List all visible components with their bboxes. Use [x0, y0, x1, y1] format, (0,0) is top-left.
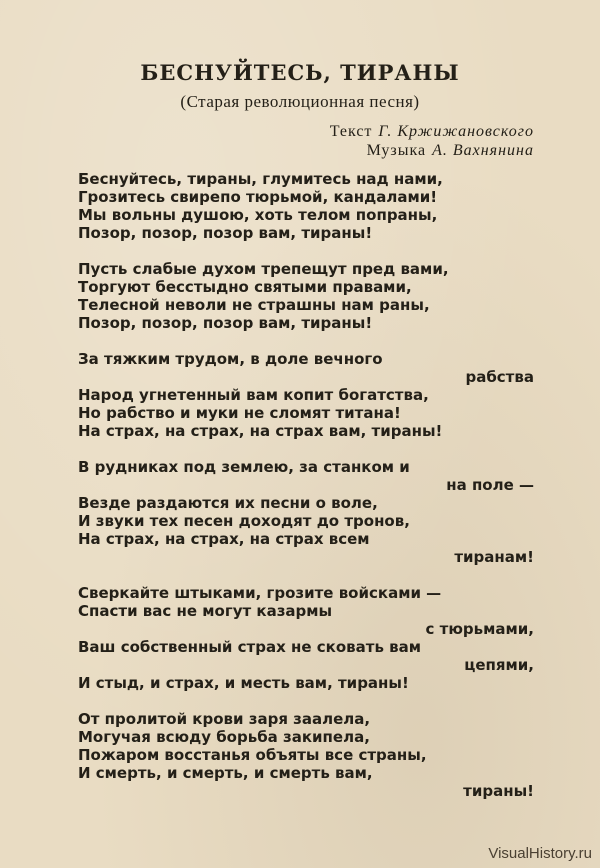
stanza	[78, 260, 538, 332]
stanza	[78, 584, 538, 692]
subtitle: (Старая революционная песня)	[180, 92, 420, 111]
poem-line: Беснуйтесь, тираны, глумитесь над нами,	[78, 170, 443, 188]
poem-line: Но рабство и муки не сломят титана!	[78, 404, 401, 422]
poem-line: Везде раздаются их песни о воле,	[78, 494, 378, 512]
lyrics-credit	[330, 122, 534, 141]
stanza	[78, 170, 538, 242]
poem-line: тиранам!	[454, 548, 534, 566]
poem-line: Народ угнетенный вам копит богатства,	[78, 386, 429, 404]
poem-line: И звуки тех песен доходят до тронов,	[78, 512, 410, 530]
poem-line: Ваш собственный страх не сковать вам	[78, 638, 422, 656]
poem-line: Позор, позор, позор вам, тираны!	[78, 224, 373, 242]
poem-line: Грозитесь свирепо тюрьмой, кандалами!	[78, 188, 438, 206]
music-author: А. Вахнянина	[432, 142, 534, 159]
poem-line: В рудниках под землею, за станком и	[78, 458, 410, 476]
poem-line: Пожаром восстанья объяты все страны,	[78, 746, 427, 764]
music-credit	[330, 141, 534, 160]
poem-line: На страх, на страх, на страх вам, тираны!	[78, 422, 443, 440]
poem-line: Спасти вас не могут казармы	[78, 602, 333, 620]
lyrics-role: Текст	[329, 123, 373, 140]
poem-line: Сверкайте штыками, грозите войсками —	[78, 584, 442, 602]
poem-line: Телесной неволи не страшны нам раны,	[78, 296, 430, 314]
credits	[330, 122, 534, 160]
music-role: Музыка	[366, 142, 427, 159]
poem-line: За тяжким трудом, в доле вечного	[78, 350, 383, 368]
poem-line: рабства	[465, 368, 534, 386]
poem-line: Торгуют бесстыдно святыми правами,	[78, 278, 412, 296]
poem-line: Могучая всюду борьба закипела,	[78, 728, 370, 746]
poem-line: цепями,	[464, 656, 534, 674]
poem-line: Мы вольны душою, хоть телом попраны,	[78, 206, 438, 224]
poem-line: И смерть, и смерть, и смерть вам,	[78, 764, 373, 782]
poem-line: И стыд, и страх, и месть вам, тираны!	[78, 674, 409, 692]
poem-line: на поле —	[446, 476, 534, 494]
poem-line: На страх, на страх, на страх всем	[78, 530, 370, 548]
stanza	[78, 710, 538, 800]
poem-line: Позор, позор, позор вам, тираны!	[78, 314, 373, 332]
page-title: БЕСНУЙТЕСЬ, ТИРАНЫ	[140, 60, 460, 85]
lyrics-author: Г. Кржижановского	[378, 123, 534, 140]
poem-line: Пусть слабые духом трепещут пред вами,	[78, 260, 449, 278]
poem-text	[78, 170, 538, 818]
poem-line: От пролитой крови заря заалела,	[78, 710, 371, 728]
poem-line: тираны!	[463, 782, 534, 800]
stanza	[78, 350, 538, 440]
stanza	[78, 458, 538, 566]
watermark: VisualHistory.ru	[488, 845, 592, 862]
poem-line: с тюрьмами,	[425, 620, 534, 638]
